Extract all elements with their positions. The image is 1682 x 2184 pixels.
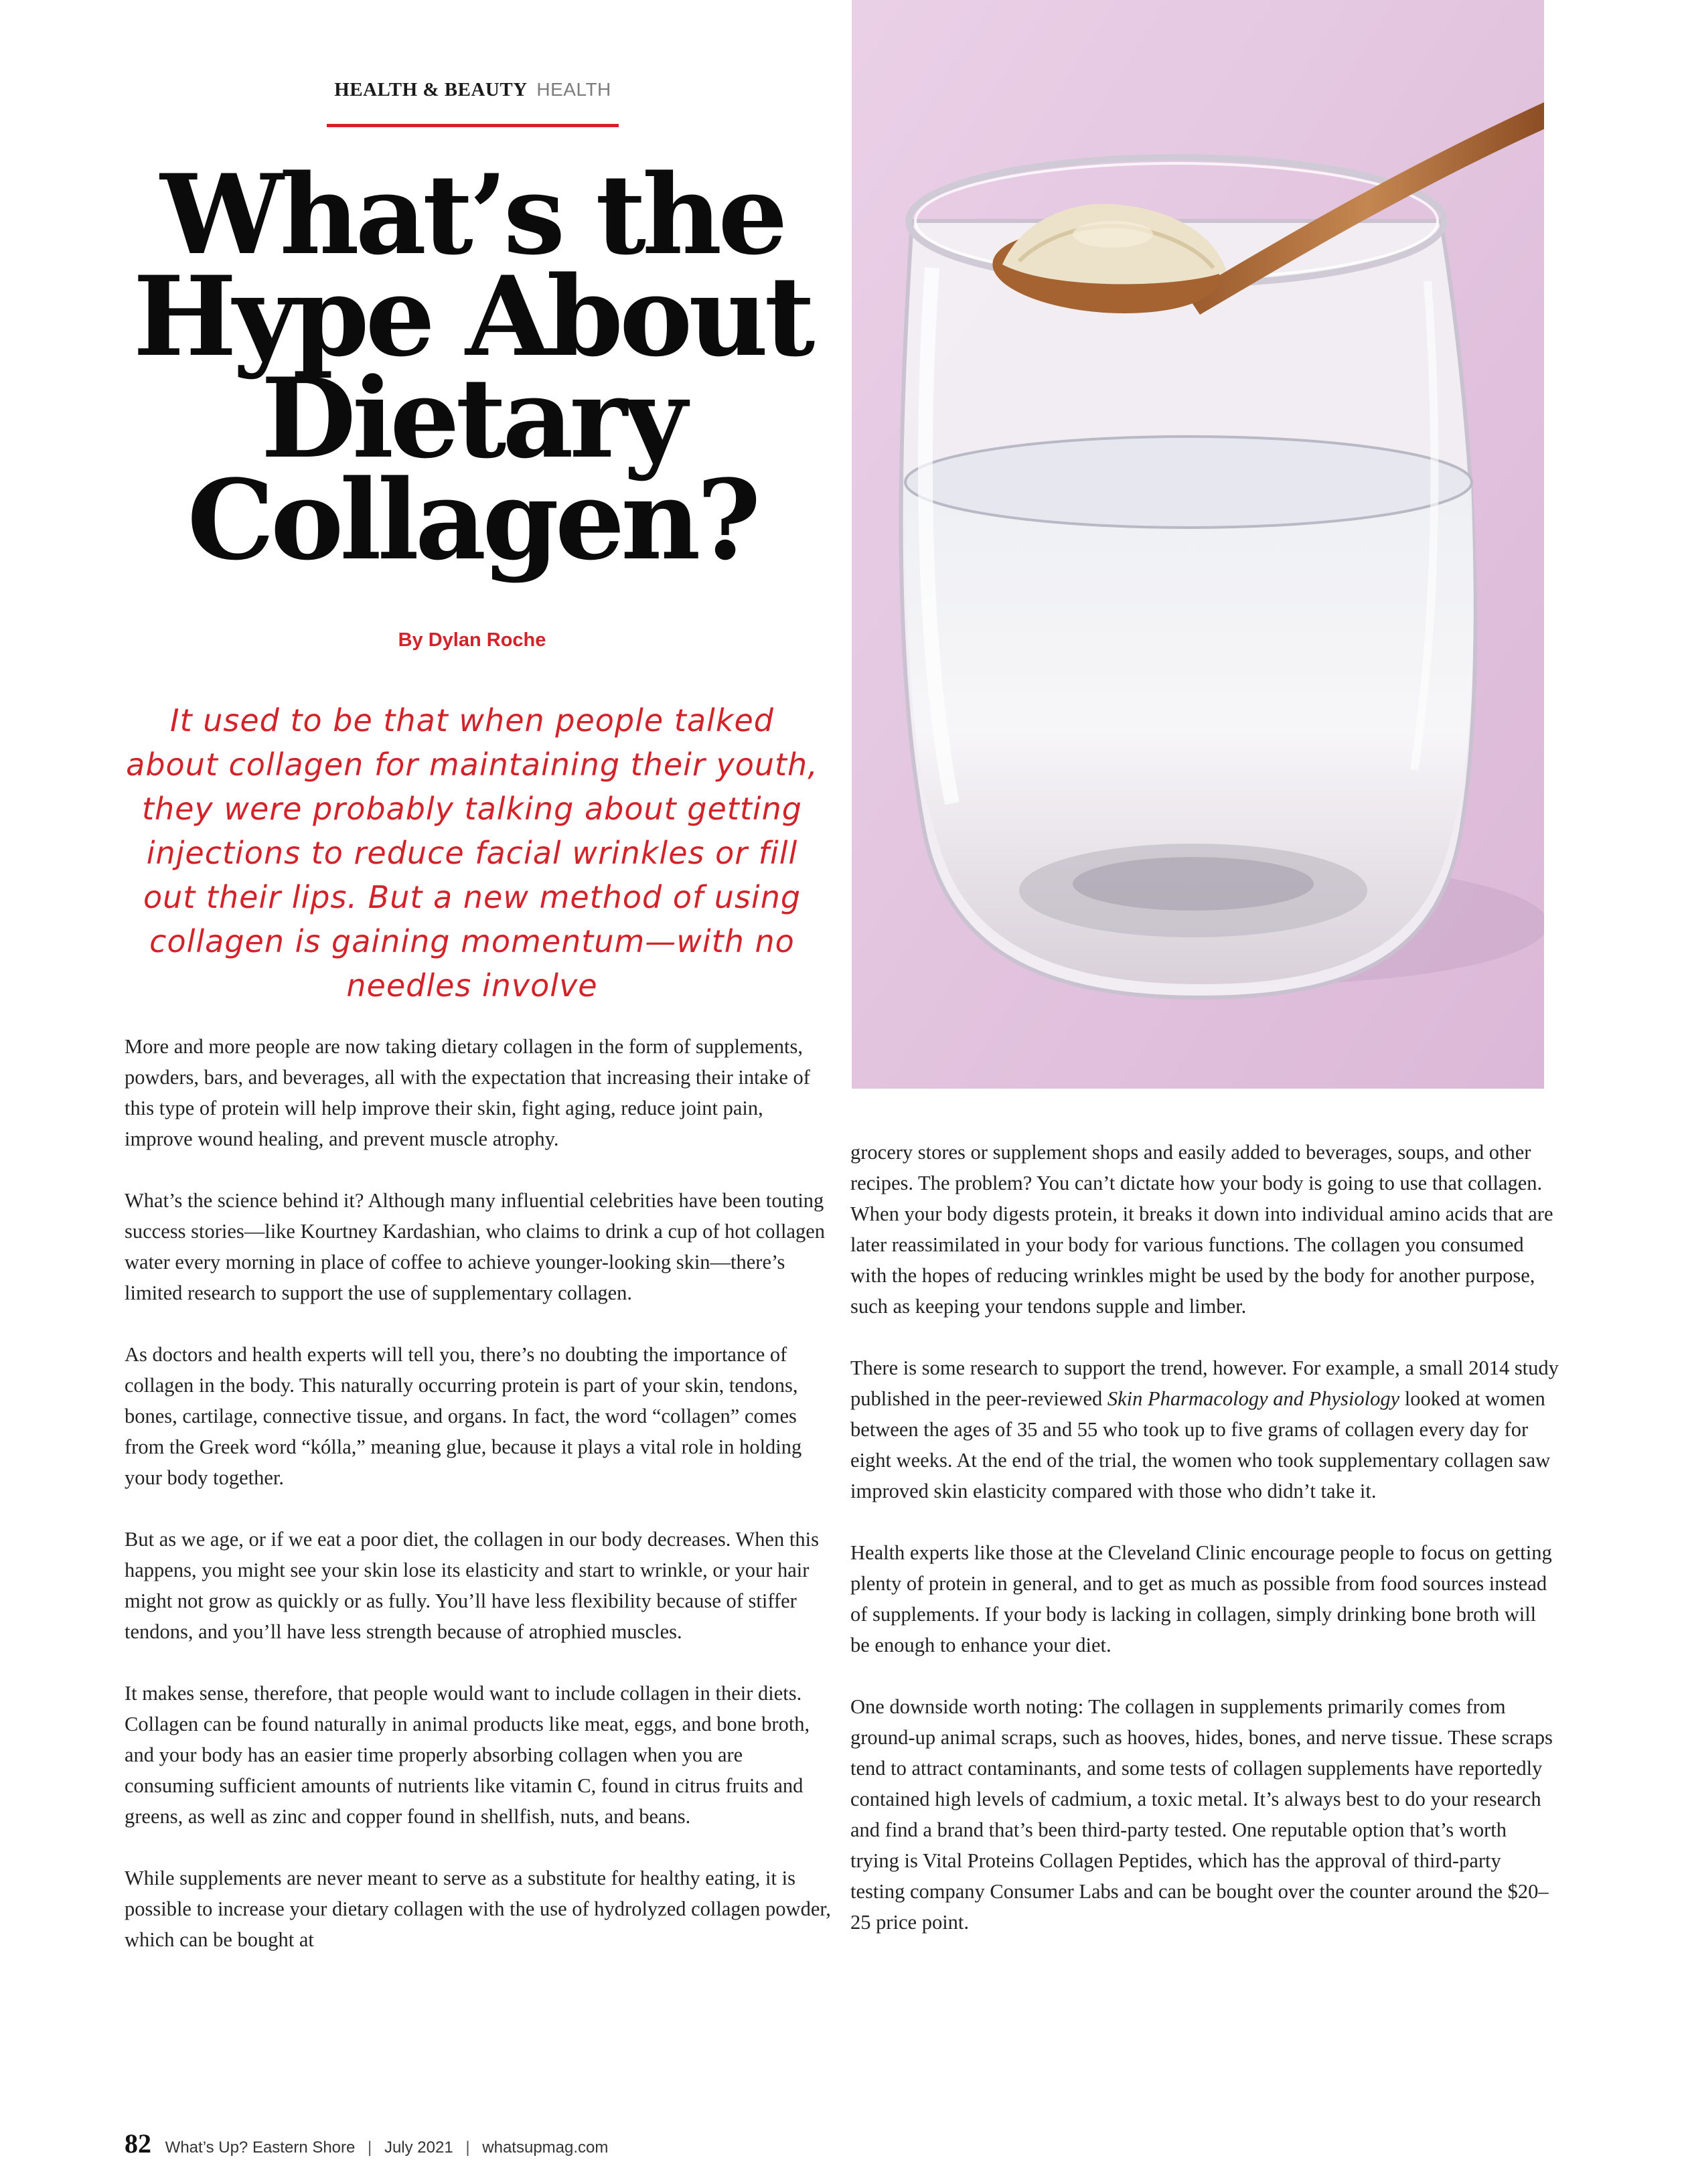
journal-title: Skin Pharmacology and Physiology — [1107, 1387, 1400, 1410]
body-paragraph: What’s the science behind it? Although many influential celebrities have been touting success stories—like Kourtney Kardashian, who claims to drink a cup of hot collagen water every morning in place of coffee to achieve younger-looking skin—there’s limited research to support the use of supplementary collagen. — [125, 1189, 826, 1304]
body-paragraph: As doctors and health experts will tell you, there’s no doubting the importance of collagen in the body. This naturally occurring protein is part of your skin, tendons, bones, cartilage, connective tissue, and organs. In fact, the word “collagen” comes from the Greek word “kólla,” meaning glue, because it plays a vital role in holding your body together. — [125, 1343, 802, 1489]
footer-separator: | — [465, 2138, 470, 2157]
body-paragraph: grocery stores or supplement shops and easily added to beverages, soups, and other recipes. The problem? You can’t dictate how your body is going to use that collagen. When your body digests protein, it breaks it down into individual amino acids that are later reassimilated in your body for various functions. The collagen you consumed with the hopes of reducing wrinkles might be used by the body for another purpose, such as keeping your tendons supple and limber. — [850, 1141, 1553, 1318]
body-paragraph: One downside worth noting: The collagen in supplements primarily comes from ground-up animal scraps, such as hooves, hides, bones, and nerve tissue. These scraps tend to attract contaminants, and some tests of collagen supplements have reportedly contained high levels of cadmium, a toxic metal. It’s always best to do your research and find a brand that’s been third-party tested. One reputable option that’s worth trying is Vital Proteins Collagen Peptides, which has the approval of third-party testing company Consumer Labs and can be bought over the counter around the $20–25 price point. — [850, 1695, 1553, 1934]
website-url: whatsupmag.com — [482, 2138, 609, 2157]
subsection-label: HEALTH — [536, 79, 611, 100]
body-column-right — [850, 1137, 1560, 1968]
page-number: 82 — [125, 2128, 151, 2159]
body-paragraph: More and more people are now taking dietary collagen in the form of supplements, powders, bars, and beverages, all with the expectation that increasing their intake of this type of protein will help improve their skin, fight aging, reduce joint pain, improve wound healing, and prevent muscle atrophy. — [125, 1035, 810, 1150]
collagen-glass-illustration — [852, 0, 1544, 1089]
issue-date: July 2021 — [384, 2138, 453, 2157]
headline-line-1: What’s the — [160, 150, 784, 279]
body-paragraph: But as we age, or if we eat a poor diet, the collagen in our body decreases. When this happens, you might see your skin lose its elasticity and start to wrinkle, or your hair might not grow as quickly or as fully. You’ll have less flexibility because of stiffer tendons, and you’ll have less strength because of atrophied muscles. — [125, 1528, 819, 1643]
headline-line-2: Hype About — [133, 252, 812, 381]
body-paragraph: It makes sense, therefore, that people would want to include collagen in their diets. Collagen can be found naturally in animal products like meat, eggs, and bone broth, and your body has an easier time properly absorbing collagen when you are consuming sufficient amounts of nutrients like vitamin C, found in citrus fruits and greens, as well as zinc and copper found in shellfish, nuts, and beans. — [125, 1682, 810, 1828]
article-headline — [94, 150, 850, 584]
headline-line-3: Dietary — [260, 354, 684, 483]
citation-text-before: There is some research to support the trend, however. For example, a small 2014 study published in the peer-reviewed — [850, 1356, 1559, 1410]
body-paragraph-citation — [850, 1352, 1560, 1506]
headline-line-4: Collagen? — [187, 455, 757, 584]
article-photo — [852, 0, 1544, 1089]
byline: By Dylan Roche — [398, 629, 546, 651]
magazine-name: What’s Up? Eastern Shore — [165, 2138, 356, 2157]
body-column-left — [125, 1031, 834, 1986]
body-paragraph: Health experts like those at the Cleveland Clinic encourage people to focus on getting plenty of protein in general, and to get as much as possible from food sources instead of supplements. If your body is lacking in collagen, simply drinking bone broth will be enough to enhance your diet. — [850, 1541, 1552, 1656]
kicker-underline — [327, 124, 619, 127]
section-kicker — [327, 79, 619, 127]
body-paragraph: While supplements are never meant to serve as a substitute for healthy eating, it is possible to increase your dietary collagen with the use of hydrolyzed collagen powder, which can be bought at — [125, 1867, 831, 1951]
page-footer — [125, 2128, 608, 2161]
article-deck: It used to be that when people talked about collagen for maintaining their youth, they were probably talking about getting injections to reduce facial wrinkles or fill out their lips. But a new method of using collagen is gaining momentum—with no needles involve — [126, 702, 818, 1004]
footer-separator: | — [368, 2138, 372, 2157]
citation-text-after: looked at women between the ages of 35 and 55 who took up to five grams of collagen every day for eight weeks. At the end of the trial, the women who took supplementary collagen saw improved skin elasticity compared with those who didn’t take it. — [850, 1387, 1551, 1502]
section-label: HEALTH & BEAUTY — [334, 79, 528, 100]
